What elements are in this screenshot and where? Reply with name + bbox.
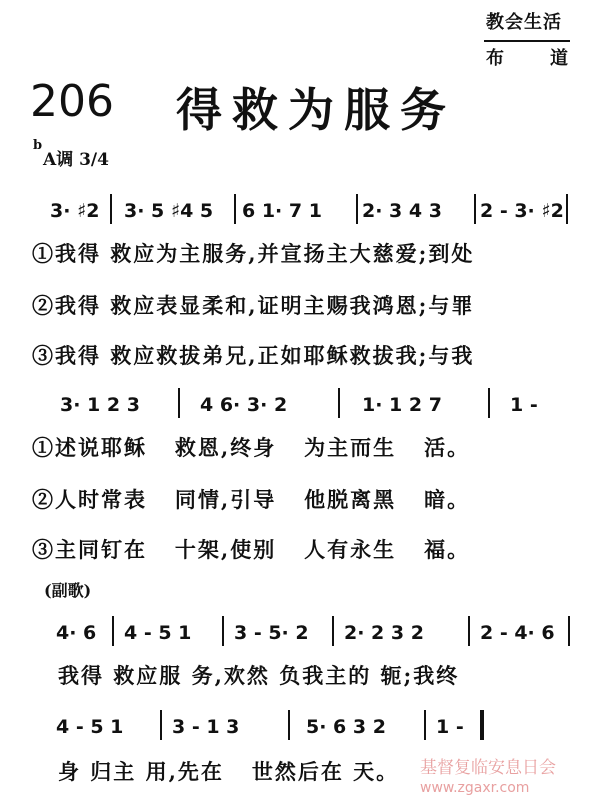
measure: 2· 2 3 2	[344, 622, 424, 644]
measure: 3· ♯2	[50, 200, 100, 222]
lyric-verse-2: ②我得 救应表显柔和,证明主赐我鸿恩;与罪	[32, 293, 475, 318]
category-divider	[484, 40, 570, 42]
bar-line	[568, 616, 570, 646]
bar-line	[424, 710, 426, 740]
lyric-chorus-1: 我得 救应服 务,欢然 负我主的 轭;我终	[58, 663, 460, 688]
final-bar-line	[480, 710, 484, 740]
lyric-chorus-2: 身 归主 用,先在 世然后在 天。	[58, 759, 400, 784]
notation-line-3	[0, 614, 591, 650]
lyric-verse-3: ③我得 救应救拔弟兄,正如耶稣救拔我;与我	[32, 343, 475, 368]
measure: 5· 6 3 2	[306, 716, 386, 738]
measure: 1 -	[436, 716, 464, 738]
measure: 4 6· 3· 2	[200, 394, 288, 416]
measure: 2 - 4· 6	[480, 622, 555, 644]
bar-line	[468, 616, 470, 646]
lyric-verse-2: ②人时常表 同情,引导 他脱离黑 暗。	[32, 487, 471, 512]
bar-line	[178, 388, 180, 418]
bar-line	[338, 388, 340, 418]
bar-line	[474, 194, 476, 224]
measure: 2 - 3· ♯2	[480, 200, 564, 222]
key-signature: A调 3/4	[43, 150, 109, 170]
subcategory-label: 布 道	[486, 48, 582, 69]
measure: 1 -	[510, 394, 538, 416]
key-flat-sign: b	[33, 138, 43, 153]
chorus-label: (副歌)	[44, 581, 92, 600]
bar-line	[288, 710, 290, 740]
bar-line	[566, 194, 568, 224]
watermark-url: www.zgaxr.com	[420, 780, 530, 796]
bar-line	[112, 616, 114, 646]
measure: 2· 3 4 3	[362, 200, 442, 222]
measure: 4 - 5 1	[124, 622, 192, 644]
measure: 3· 1 2 3	[60, 394, 140, 416]
bar-line	[332, 616, 334, 646]
bar-line	[110, 194, 112, 224]
watermark	[420, 758, 556, 798]
measure: 6 1· 7 1	[242, 200, 322, 222]
watermark-text: 基督复临安息日会	[420, 758, 556, 778]
bar-line	[222, 616, 224, 646]
bar-line	[160, 710, 162, 740]
measure: 3· 5 ♯4 5	[124, 200, 214, 222]
lyric-verse-1: ①述说耶稣 救恩,终身 为主而生 活。	[32, 435, 471, 460]
lyric-verse-1: ①我得 救应为主服务,并宣扬主大慈爱;到处	[32, 241, 475, 266]
measure: 1· 1 2 7	[362, 394, 442, 416]
notation-line-1	[0, 192, 591, 228]
bar-line	[488, 388, 490, 418]
measure: 3 - 5· 2	[234, 622, 309, 644]
hymn-number: 206	[30, 76, 114, 127]
measure: 4· 6	[56, 622, 97, 644]
category-label: 教会生活	[486, 12, 562, 33]
notation-line-4	[0, 708, 591, 744]
bar-line	[356, 194, 358, 224]
bar-line	[234, 194, 236, 224]
measure: 4 - 5 1	[56, 716, 124, 738]
notation-line-2	[0, 386, 591, 422]
lyric-verse-3: ③主同钉在 十架,使别 人有永生 福。	[32, 537, 471, 562]
hymn-title: 得救为服务	[176, 83, 456, 137]
measure: 3 - 1 3	[172, 716, 240, 738]
